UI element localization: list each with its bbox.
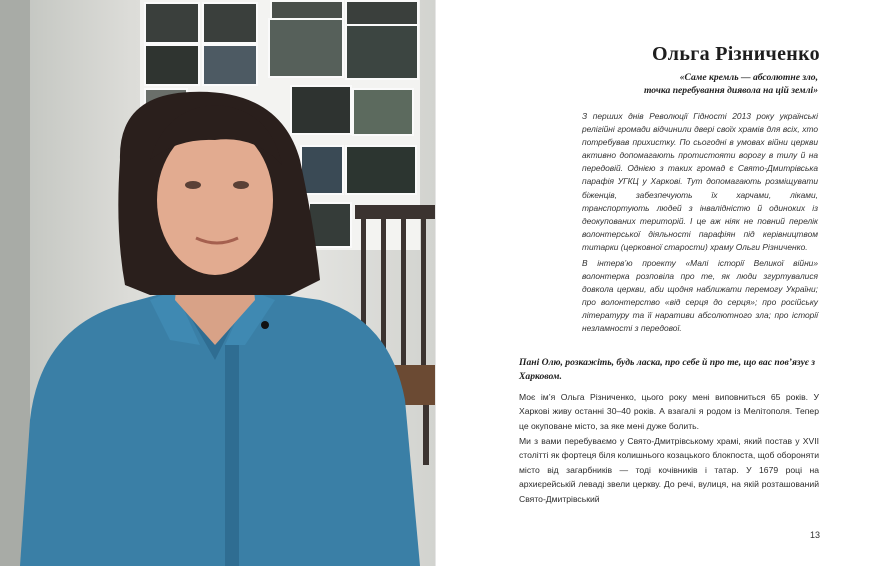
epigraph-line-2: точка перебування диявола на цій землі»	[643, 85, 818, 96]
interview-question: Пані Олю, розкажіть, будь ласка, про себе й про те, що вас пов’язує з Харковом.	[519, 357, 815, 382]
page-title: Ольга Різниченко	[651, 43, 820, 65]
intro-paragraph: З перших днів Революції Гідності 2013 року українські релігійні громади відчинили двері своїх храмів для всіх, хто потребував прихистку. По сьогодні в умовах війни церкви активно допомагають протистояти ворогу в тилу й на передовій. Однією з таких громад є Свято-Дмитрівська парафія УГКЦ у Харкові. Тут допомагають розміщувати біженців, забезпечують їх харчами, ліками, транспортують людей з інвалідністю й одиноких із деокупованих територій. І це аж ніяк не повний перелік волонтерської діяльності парафіян під керівництвом титарки (церковної старости) храму Ольги Різниченко.	[582, 111, 818, 252]
page-number: 13	[809, 530, 820, 540]
intro-paragraph: В інтерв’ю проекту «Малі історії Великої війни» волонтерка розповіла про те, як люди згуртувалися довкола церкви, аби щодня наближати перемогу України; про волонтерство «від серця до серця»; про російську літературу та її наративи абсолютного зла; про історії незламності з передової.	[582, 258, 818, 334]
answer-paragraph: Ми з вами перебуваємо у Свято-Дмитрівському храмі, який постав у XVII столітті як фортеця біля колишнього козацького блокпоста, щоб обороняти місто від загарбників — тоді кочівників і татар. У 1679 році на архиєрейській леваді звели церкву. До речі, вулиця, на якій розташований Свято-Дмитрівський	[519, 436, 819, 504]
answer-paragraph: Моє ім’я Ольга Різниченко, цього року мені виповниться 65 років. У Харкові живу останні 30–40 років. А взагалі я родом із Мелітополя. Тепер це окуповане місто, за яке мені дуже болить.	[519, 392, 819, 431]
epigraph-quote	[600, 71, 818, 97]
epigraph-line-1: «Саме кремль — абсолютне зло,	[679, 72, 818, 83]
